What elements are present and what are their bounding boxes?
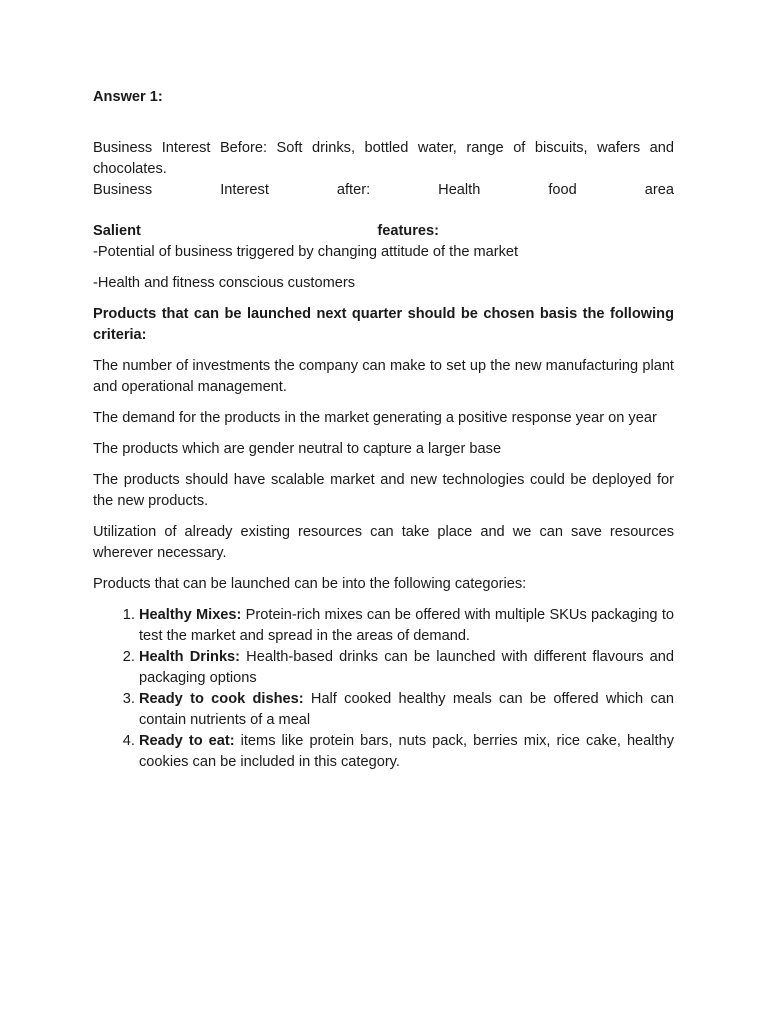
business-interest-before: Business Interest Before: Soft drinks, bottled water, range of biscuits, wafers and chocolates. — [93, 140, 674, 177]
salient-word: Salient — [93, 223, 141, 239]
answer-heading: Answer 1: — [93, 89, 163, 105]
categories-list — [93, 605, 674, 773]
category-text: Health-based drinks can be launched with different flavours and packaging options — [139, 649, 674, 686]
salient-point: -Health and fitness conscious customers — [93, 275, 355, 291]
business-after-word: after: — [336, 182, 371, 198]
category-title: Ready to eat: — [139, 733, 235, 749]
business-interest-after — [93, 180, 674, 201]
list-item — [139, 605, 674, 647]
business-after-word: area — [644, 182, 674, 198]
business-after-word: food — [548, 182, 577, 198]
category-title: Health Drinks: — [139, 649, 241, 665]
salient-point: -Potential of business triggered by changing attitude of the market — [93, 244, 519, 260]
business-after-word: Health — [438, 182, 481, 198]
criteria-item: The number of investments the company can make to set up the new manufacturing plant and operational management. — [93, 358, 674, 395]
category-text: items like protein bars, nuts pack, berries mix, rice cake, healthy cookies can be included in this category. — [139, 733, 675, 770]
category-text: Half cooked healthy meals can be offered which can contain nutrients of a meal — [139, 691, 674, 728]
criteria-item: The products should have scalable market and new technologies could be deployed for the new products. — [93, 472, 674, 509]
list-item — [139, 689, 674, 731]
salient-word: features: — [377, 223, 439, 239]
criteria-item: The products which are gender neutral to capture a larger base — [93, 441, 502, 457]
business-after-word: Interest — [220, 182, 269, 198]
criteria-item: Utilization of already existing resources can take place and we can save resources wherever necessary. — [93, 524, 674, 561]
criteria-item: The demand for the products in the market generating a positive response year on year — [93, 410, 657, 426]
criteria-heading: Products that can be launched next quarter should be chosen basis the following criteria: — [93, 306, 674, 343]
business-after-word: Business — [93, 182, 153, 198]
category-title: Ready to cook dishes: — [139, 691, 304, 707]
category-title: Healthy Mixes: — [139, 607, 242, 623]
categories-intro: Products that can be launched can be into the following categories: — [93, 576, 527, 592]
list-item — [139, 731, 674, 773]
salient-features-heading — [93, 221, 439, 242]
list-item — [139, 647, 674, 689]
document-page — [93, 87, 674, 773]
category-text: Protein-rich mixes can be offered with multiple SKUs packaging to test the market and spread in the areas of demand. — [139, 607, 674, 644]
